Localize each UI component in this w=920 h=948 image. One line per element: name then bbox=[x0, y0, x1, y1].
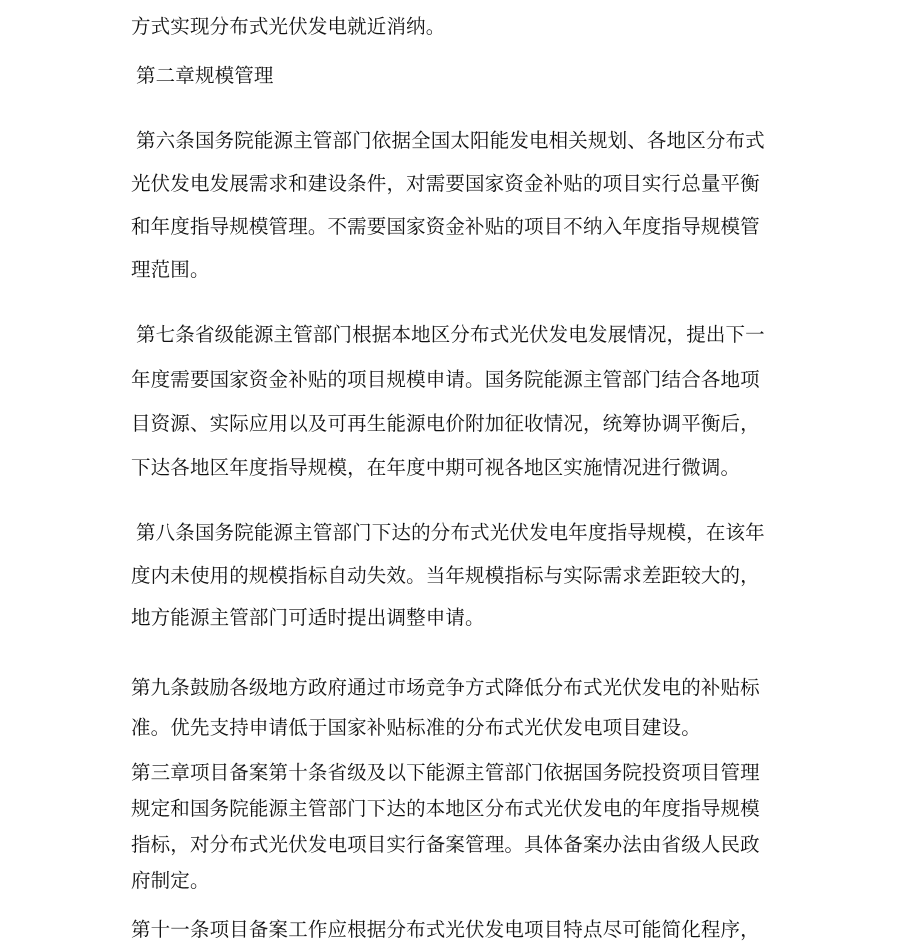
paragraph-line: 第六条国务院能源主管部门依据全国太阳能发电相关规划、各地区分布式 bbox=[136, 129, 765, 152]
paragraph-line: 指标，对分布式光伏发电项目实行备案管理。具体备案办法由省级人民政 bbox=[131, 833, 760, 856]
paragraph-line: 府制定。 bbox=[131, 869, 210, 892]
paragraph-line: 方式实现分布式光伏发电就近消纳。 bbox=[131, 15, 446, 38]
paragraph-line: 准。优先支持申请低于国家补贴标准的分布式光伏发电项目建设。 bbox=[131, 716, 701, 739]
paragraph-line: 和年度指导规模管理。不需要国家资金补贴的项目不纳入年度指导规模管 bbox=[131, 215, 760, 238]
chapter-heading-line: 第三章项目备案第十条省级及以下能源主管部门依据国务院投资项目管理 bbox=[131, 761, 760, 784]
paragraph-line: 光伏发电发展需求和建设条件，对需要国家资金补贴的项目实行总量平衡 bbox=[131, 172, 760, 195]
paragraph-line: 第九条鼓励各级地方政府通过市场竞争方式降低分布式光伏发电的补贴标 bbox=[131, 676, 760, 699]
paragraph-line: 规定和国务院能源主管部门下达的本地区分布式光伏发电的年度指导规模 bbox=[131, 797, 760, 820]
paragraph-line: 地方能源主管部门可适时提出调整申请。 bbox=[131, 606, 485, 629]
paragraph-line: 度内未使用的规模指标自动失效。当年规模指标与实际需求差距较大的， bbox=[131, 564, 760, 587]
paragraph-line: 理范围。 bbox=[131, 258, 210, 281]
paragraph-line: 下达各地区年度指导规模，在年度中期可视各地区实施情况进行微调。 bbox=[131, 456, 741, 479]
chapter-heading: 第二章规模管理 bbox=[136, 64, 274, 87]
paragraph-line: 第七条省级能源主管部门根据本地区分布式光伏发电发展情况，提出下一 bbox=[136, 323, 765, 346]
paragraph-line: 第八条国务院能源主管部门下达的分布式光伏发电年度指导规模，在该年 bbox=[136, 521, 765, 544]
paragraph-line: 目资源、实际应用以及可再生能源电价附加征收情况，统筹协调平衡后， bbox=[131, 412, 760, 435]
paragraph-line: 年度需要国家资金补贴的项目规模申请。国务院能源主管部门结合各地项 bbox=[131, 368, 760, 391]
paragraph-line: 第十一条项目备案工作应根据分布式光伏发电项目特点尽可能简化程序， bbox=[131, 918, 760, 941]
